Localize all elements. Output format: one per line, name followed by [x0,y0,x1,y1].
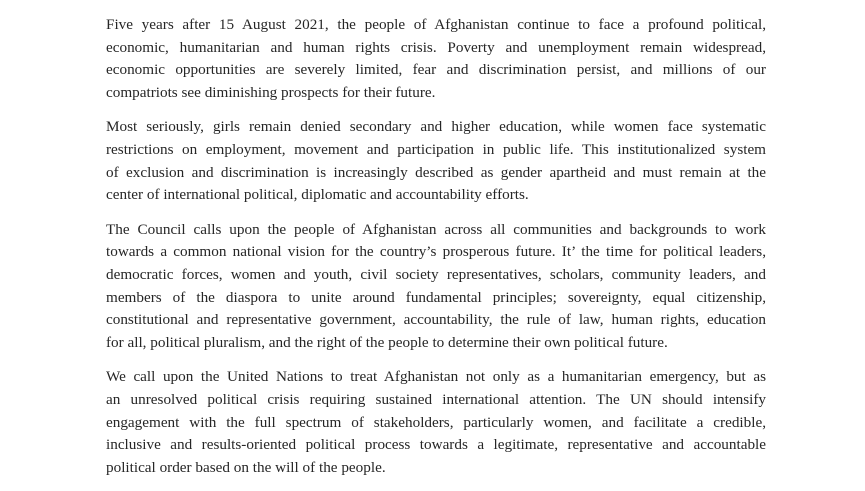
paragraph-3-line-2: towards a common national vision for the country’s prosperous future. It’ the time for political leaders, [106,243,766,261]
paragraph-4-line-4: inclusive and results-oriented political process towards a legitimate, representative and accountable [106,436,766,454]
paragraph-2-line-1: Most seriously, girls remain denied secondary and higher education, while women face systematic [106,118,766,136]
paragraph-4-line-3: engagement with the full spectrum of stakeholders, particularly women, and facilitate a credible, [106,413,766,431]
paragraph-4-line-2: an unresolved political crisis requiring sustained international attention. The UN should intensify [106,390,766,408]
paragraph-1-line-3: economic opportunities are severely limited, fear and discrimination persist, and millions of our [106,61,766,79]
paragraph-4-line-1: We call upon the United Nations to treat Afghanistan not only as a humanitarian emergency, but as [106,368,766,386]
paragraph-3 [106,219,766,355]
paragraph-2-line-4: center of international political, diplomatic and accountability efforts. [106,186,529,204]
paragraph-3-line-5: constitutional and representative government, accountability, the rule of law, human rights, education [106,311,766,329]
paragraph-3-line-1: The Council calls upon the people of Afghanistan across all communities and backgrounds to work [106,220,766,238]
document-page [106,14,766,491]
paragraph-2-line-2: restrictions on employment, movement and participation in public life. This institutionalized system [106,140,766,158]
paragraph-1 [106,14,766,104]
paragraph-4-line-5: political order based on the will of the people. [106,458,386,476]
paragraph-3-line-3: democratic forces, women and youth, civil society representatives, scholars, community leaders, and [106,265,766,283]
paragraph-1-line-2: economic, humanitarian and human rights crisis. Poverty and unemployment remain widespread, [106,38,766,56]
paragraph-1-line-1: Five years after 15 August 2021, the people of Afghanistan continue to face a profound political, [106,16,766,33]
paragraph-3-line-4: members of the diaspora to unite around fundamental principles; sovereignty, equal citizenship, [106,288,766,306]
paragraph-2-line-3: of exclusion and discrimination is increasingly described as gender apartheid and must remain at the [106,163,766,181]
paragraph-4 [106,366,766,479]
paragraph-1-line-4: compatriots see diminishing prospects for their future. [106,83,436,101]
paragraph-2 [106,116,766,206]
paragraph-3-line-6: for all, political pluralism, and the right of the people to determine their own political future. [106,333,668,351]
